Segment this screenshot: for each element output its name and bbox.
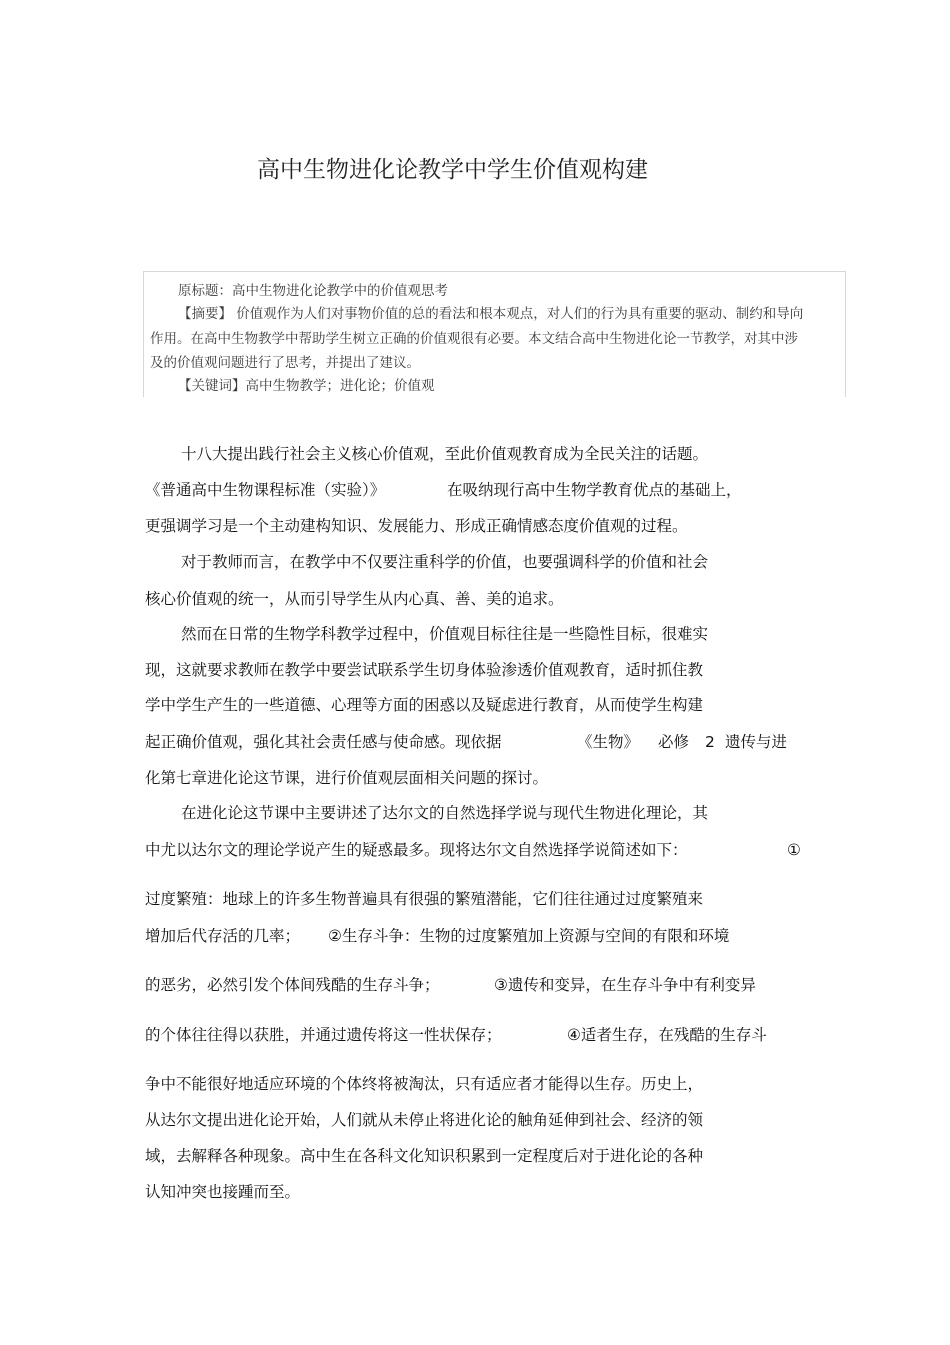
document-title: 高中生物进化论教学中学生价值观构建 <box>257 157 648 183</box>
body-segment: ① <box>787 841 801 859</box>
body-segment: 必修 <box>658 733 690 751</box>
body-line: 对于教师而言，在教学中不仅要注重科学的价值，也要强调科学的价值和社会 <box>181 553 709 571</box>
body-line: 认知冲突也接踵而至。 <box>145 1183 301 1201</box>
keywords: 【关键词】高中生物教学；进化论；价值观 <box>178 378 435 394</box>
body-line: 核心价值观的统一，从而引导学生从内心真、善、美的追求。 <box>145 590 564 608</box>
original-title: 原标题：高中生物进化论教学中的价值观思考 <box>178 283 448 299</box>
body-line: 更强调学习是一个主动建构知识、发展能力、形成正确情感态度价值观的过程。 <box>145 517 688 535</box>
body-line: 现，这就要求教师在教学中要尝试联系学生切身体验渗透价值观教育，适时抓住教 <box>145 661 704 679</box>
body-line: 从达尔文提出进化论开始，人们就从未停止将进化论的触角延伸到社会、经济的领 <box>145 1111 704 1129</box>
body-line <box>145 731 805 753</box>
body-line: 过度繁殖：地球上的许多生物普遍具有很强的繁殖潜能，它们往往通过过度繁殖来 <box>145 890 704 908</box>
body-segment: 增加后代存活的几率； <box>145 927 301 945</box>
body-line: 然而在日常的生物学科教学过程中，价值观目标往往是一些隐性目标，很难实 <box>181 625 709 643</box>
abstract-line-1: 【摘要】 价值观作为人们对事物价值的总的看法和根本观点，对人们的行为具有重要的驱动、制约和导向 <box>178 306 804 322</box>
body-line <box>145 925 785 947</box>
body-segment: 的恶劣，必然引发个体间残酷的生存斗争； <box>145 976 440 994</box>
body-line: 化第七章进化论这节课，进行价值观层面相关问题的探讨。 <box>145 769 549 787</box>
body-segment: 2 <box>705 733 715 751</box>
body-line <box>145 1024 795 1046</box>
abstract-line-2: 作用。在高中生物教学中帮助学生树立正确的价值观很有必要。本文结合高中生物进化论一节教学，对其中涉 <box>150 331 798 347</box>
body-segment: ③遗传和变异，在生存斗争中有利变异 <box>494 976 756 994</box>
body-line <box>145 974 790 996</box>
body-line: 学中学生产生的一些道德、心理等方面的困惑以及疑虑进行教育，从而使学生构建 <box>145 696 704 714</box>
body-line: 十八大提出践行社会主义核心价值观，至此价值观教育成为全民关注的话题。 <box>181 445 709 463</box>
body-segment: ④适者生存，在残酷的生存斗 <box>567 1026 767 1044</box>
abstract-box <box>143 271 846 397</box>
body-segment: 《生物》 <box>577 733 640 751</box>
body-segment: 起正确价值观，强化其社会责任感与使命感。现依据 <box>145 733 502 751</box>
body-line: 在进化论这节课中主要讲述了达尔文的自然选择学说与现代生物进化理论，其 <box>181 804 709 822</box>
abstract-line-3: 及的价值观问题进行了思考，并提出了建议。 <box>150 355 420 371</box>
body-segment: 的个体往往得以获胜，并通过遗传将这一性状保存； <box>145 1026 502 1044</box>
body-segment: 《普通高中生物课程标准（实验）》 <box>145 481 386 499</box>
body-segment: 在吸纳现行高中生物学教育优点的基础上， <box>447 481 742 499</box>
body-line <box>145 839 810 861</box>
body-line: 争中不能很好地适应环境的个体终将被淘汰，只有适应者才能得以生存。历史上， <box>145 1075 704 1093</box>
body-segment: 遗传与进 <box>725 733 788 751</box>
body-segment: ②生存斗争：生物的过度繁殖加上资源与空间的有限和环境 <box>328 927 730 945</box>
body-line <box>145 479 785 501</box>
body-segment: 中尤以达尔文的理论学说产生的疑惑最多。现将达尔文自然选择学说简述如下： <box>145 841 688 859</box>
body-line: 域，去解释各种现象。高中生在各科文化知识积累到一定程度后对于进化论的各种 <box>145 1147 704 1165</box>
